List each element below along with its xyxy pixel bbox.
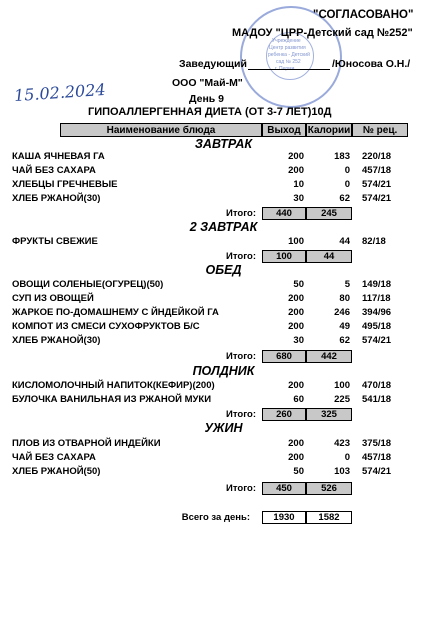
- dish-calories: 246: [334, 307, 350, 318]
- dish-calories: 49: [339, 321, 350, 332]
- dish-name: ХЛЕБ РЖАНОЙ(30): [12, 193, 101, 204]
- dish-output: 30: [293, 193, 304, 204]
- column-header-output: Выход: [262, 123, 306, 137]
- dish-output: 50: [293, 279, 304, 290]
- approved-label: "СОГЛАСОВАНО": [313, 9, 414, 21]
- total-calories: 442: [306, 350, 352, 363]
- signature-line: [248, 69, 330, 70]
- dish-output: 200: [288, 293, 304, 304]
- day-total-label: Всего за день:: [181, 512, 250, 523]
- handwritten-date: 15.02.2024: [13, 79, 107, 106]
- column-header-recipe: № рец.: [352, 123, 408, 137]
- dish-output: 200: [288, 452, 304, 463]
- total-calories: 526: [306, 482, 352, 495]
- dish-name: ХЛЕБЦЫ ГРЕЧНЕВЫЕ: [12, 179, 118, 190]
- total-calories: 325: [306, 408, 352, 421]
- dish-recipe: 495/18: [362, 321, 392, 332]
- dish-name: ПЛОВ ИЗ ОТВАРНОЙ ИНДЕЙКИ: [12, 438, 161, 449]
- dish-name: ХЛЕБ РЖАНОЙ(50): [12, 466, 101, 477]
- dish-name: ФРУКТЫ СВЕЖИЕ: [12, 236, 98, 247]
- dish-recipe: 574/21: [362, 193, 392, 204]
- dish-calories: 183: [334, 151, 350, 162]
- dish-recipe: 375/18: [362, 438, 392, 449]
- day-total-calories: 1582: [306, 511, 352, 524]
- total-output: 440: [262, 207, 306, 220]
- dish-name: ЖАРКОЕ ПО-ДОМАШНЕМУ С ЙНДЕЙКОЙ ГА: [12, 307, 219, 318]
- dish-calories: 100: [334, 380, 350, 391]
- dish-calories: 103: [334, 466, 350, 477]
- dish-recipe: 457/18: [362, 165, 392, 176]
- official-stamp: [240, 6, 342, 108]
- dish-name: ЧАЙ БЕЗ САХАРА: [12, 452, 96, 463]
- column-header-calories: Калории: [307, 125, 351, 136]
- dish-calories: 62: [339, 335, 350, 346]
- dish-name: ЧАЙ БЕЗ САХАРА: [12, 165, 96, 176]
- dish-output: 200: [288, 321, 304, 332]
- dish-calories: 44: [339, 236, 350, 247]
- dish-output: 60: [293, 394, 304, 405]
- total-output: 450: [262, 482, 306, 495]
- dish-recipe: 457/18: [362, 452, 392, 463]
- total-output: 260: [262, 408, 306, 421]
- day-total-output: 1930: [262, 511, 306, 524]
- dish-output: 30: [293, 335, 304, 346]
- section-title-afternoon-snack: ПОЛДНИК: [192, 364, 255, 378]
- stamp-line: ребенка - Детский: [268, 52, 310, 58]
- total-output: 100: [262, 250, 306, 263]
- dish-calories: 62: [339, 193, 350, 204]
- organization-name: МАДОУ "ЦРР-Детский сад №252": [232, 27, 413, 39]
- dish-output: 200: [288, 165, 304, 176]
- total-label: Итого:: [226, 208, 256, 219]
- total-label: Итого:: [226, 351, 256, 362]
- dish-name: КИСЛОМОЛОЧНЫЙ НАПИТОК(КЕФИР)(200): [12, 380, 215, 391]
- dish-calories: 5: [344, 279, 350, 290]
- dish-calories: 423: [334, 438, 350, 449]
- head-label: Заведующий: [179, 58, 247, 70]
- dish-calories: 225: [334, 394, 350, 405]
- dish-recipe: 574/21: [362, 179, 392, 190]
- section-title-dinner: УЖИН: [204, 421, 243, 435]
- dish-recipe: 149/18: [362, 279, 392, 290]
- section-title-lunch: ОБЕД: [205, 263, 242, 277]
- day-label: День 9: [189, 93, 225, 105]
- dish-output: 200: [288, 438, 304, 449]
- dish-recipe: 574/21: [362, 335, 392, 346]
- total-calories: 44: [306, 250, 352, 263]
- dish-name: ОВОЩИ СОЛЕНЫЕ(ОГУРЕЦ)(50): [12, 279, 164, 290]
- dish-recipe: 220/18: [362, 151, 392, 162]
- dish-recipe: 574/21: [362, 466, 392, 477]
- dish-recipe: 117/18: [362, 293, 391, 304]
- section-title-breakfast: ЗАВТРАК: [194, 137, 253, 151]
- total-label: Итого:: [226, 409, 256, 420]
- dish-recipe: 394/96: [362, 307, 392, 318]
- total-label: Итого:: [226, 251, 256, 262]
- dish-output: 200: [288, 307, 304, 318]
- page-title: ГИПОАЛЛЕРГЕННАЯ ДИЕТА (ОТ 3-7 ЛЕТ)10Д: [88, 106, 332, 118]
- dish-output: 10: [293, 179, 304, 190]
- dish-calories: 80: [339, 293, 350, 304]
- stamp-line: сад № 252: [276, 59, 301, 65]
- dish-name: БУЛОЧКА ВАНИЛЬНАЯ ИЗ РЖАНОЙ МУКИ: [12, 394, 212, 405]
- dish-name: КАША ЯЧНЕВАЯ ГА: [12, 151, 105, 162]
- dish-recipe: 470/18: [362, 380, 392, 391]
- stamp-line: Центр развития: [269, 45, 306, 51]
- total-label: Итого:: [226, 483, 256, 494]
- dish-output: 50: [293, 466, 304, 477]
- total-output: 680: [262, 350, 306, 363]
- section-title-second-breakfast: 2 ЗАВТРАК: [189, 220, 258, 234]
- dish-calories: 0: [344, 179, 350, 190]
- head-name: /Юносова О.Н./: [332, 58, 411, 70]
- dish-recipe: 541/18: [362, 394, 392, 405]
- dish-output: 200: [288, 380, 304, 391]
- dish-name: КОМПОТ ИЗ СМЕСИ СУХОФРУКТОВ Б/С: [12, 321, 200, 332]
- company-name: ООО "Май-М": [172, 77, 243, 89]
- dish-calories: 0: [344, 165, 350, 176]
- total-calories: 245: [306, 207, 352, 220]
- stamp-line: г. Перми: [275, 66, 295, 72]
- dish-output: 200: [288, 151, 304, 162]
- column-header-name: Наименование блюда: [60, 123, 262, 137]
- dish-output: 100: [288, 236, 304, 247]
- dish-calories: 0: [344, 452, 350, 463]
- dish-name: СУП ИЗ ОВОЩЕЙ: [12, 293, 94, 304]
- dish-recipe: 82/18: [362, 236, 386, 247]
- stamp-line: Учреждение: [272, 38, 301, 44]
- dish-name: ХЛЕБ РЖАНОЙ(30): [12, 335, 101, 346]
